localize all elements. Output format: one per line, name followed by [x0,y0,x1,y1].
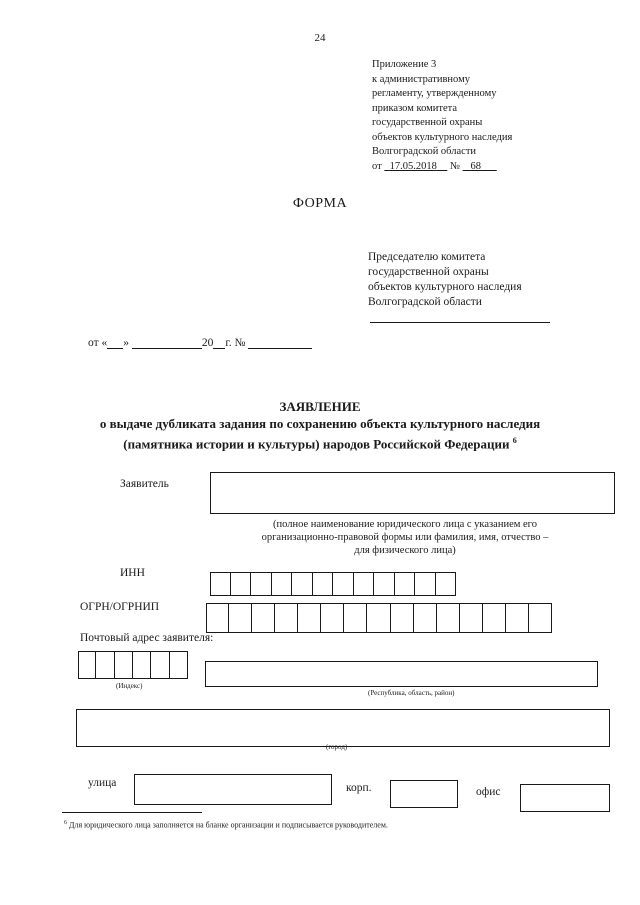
year-prefix: 20 [201,337,214,349]
page-number: 24 [314,32,326,44]
inn-digit-cell[interactable] [354,572,375,596]
caption-line: организационно-правовой формы или фамилия, имя, отчество – [261,532,549,543]
applicant-field[interactable] [210,472,615,514]
ogrn-digit-cell[interactable] [483,603,506,633]
ogrn-digit-cell[interactable] [321,603,344,633]
application-date-line [88,336,312,349]
inn-digit-cell[interactable] [272,572,293,596]
ogrn-digit-cell[interactable] [367,603,390,633]
ogrn-label: ОГРН/ОГРНИП [80,601,160,613]
footnote-text: Для юридического лица заполняется на бланке организации и подписывается руководителем. [69,820,388,830]
ogrn-digit-cell[interactable] [298,603,321,633]
ogrn-digit-cell[interactable] [460,603,483,633]
number-label: г. № [225,337,246,349]
applicant-caption [232,518,578,557]
month-field[interactable] [132,336,202,349]
ogrn-digit-cell[interactable] [391,603,414,633]
annex-line: регламенту, утвержденному [372,88,497,99]
ogrn-digit-cell[interactable] [344,603,367,633]
annex-line: приказом комитета [372,102,458,114]
inn-digit-cell[interactable] [415,572,436,596]
day-field[interactable] [107,336,123,349]
ogrn-digit-cell[interactable] [206,603,229,633]
caption-line: для физического лица) [354,545,456,556]
annex-block [372,58,602,174]
postal-index-caption: (Индекс) [116,682,143,690]
postal-index-digit-cell[interactable] [133,651,151,679]
building-label: корп. [346,782,372,794]
postal-index-digit-cell[interactable] [78,651,96,679]
annex-line: Приложение 3 [372,59,437,70]
title-line: ЗАЯВЛЕНИЕ [279,399,361,414]
footnote [64,820,388,830]
annex-line: Волгоградской области [372,146,477,157]
inn-digit-cell[interactable] [292,572,313,596]
addressee-line: Волгоградской области [368,296,482,308]
ogrn-digit-cell[interactable] [437,603,460,633]
postal-index-field[interactable] [78,651,188,679]
footnote-separator [62,812,202,813]
office-label: офис [476,786,501,798]
postal-index-digit-cell[interactable] [151,651,169,679]
inn-digit-cell[interactable] [395,572,416,596]
annex-from-label: от [372,160,382,172]
inn-digit-cell[interactable] [374,572,395,596]
postal-index-digit-cell[interactable] [115,651,133,679]
addressee-block [368,250,522,310]
caption-line: (полное наименование юридического лица с указанием его [273,519,537,530]
form-heading: ФОРМА [292,196,348,211]
annex-line: к административному [372,73,470,85]
footnote-number: 6 [64,820,67,826]
city-caption: (город) [326,743,348,751]
inn-digit-cell[interactable] [313,572,334,596]
annex-line: объектов культурного наследия [372,131,513,143]
inn-digit-cell[interactable] [436,572,457,596]
postal-index-digit-cell[interactable] [170,651,188,679]
ogrn-digit-cell[interactable] [229,603,252,633]
number-field[interactable] [248,336,312,349]
postal-index-digit-cell[interactable] [96,651,114,679]
year-field[interactable] [213,336,225,349]
region-field[interactable] [205,661,598,687]
date-quote: » [123,337,129,349]
inn-digit-cell[interactable] [210,572,231,596]
annex-number-sign: № [449,160,460,172]
date-from-label: от « [88,337,108,349]
postal-address-label: Почтовый адрес заявителя: [80,632,214,644]
annex-date-line [372,160,602,175]
region-caption: (Республика, область, район) [368,689,455,697]
addressee-signature-line[interactable] [370,322,550,323]
ogrn-digit-cell[interactable] [252,603,275,633]
building-field[interactable] [390,780,458,808]
inn-digit-cell[interactable] [251,572,272,596]
ogrn-digit-cell[interactable] [414,603,437,633]
annex-date: 17.05.2018 [389,160,437,172]
title-line: о выдаче дубликата задания по сохранению объекта культурного наследия [99,416,541,431]
addressee-line: объектов культурного наследия [368,281,522,293]
ogrn-digit-cell[interactable] [529,603,552,633]
applicant-label: Заявитель [120,478,169,490]
annex-line: государственной охраны [372,117,483,128]
city-field[interactable] [76,709,610,747]
office-field[interactable] [520,784,610,812]
title-line: (памятника истории и культуры) народов Российской Федерации $^6$ [123,436,517,452]
inn-label: ИНН [120,567,145,579]
ogrn-digit-cell[interactable] [275,603,298,633]
inn-digit-cell[interactable] [231,572,252,596]
addressee-line: Председателю комитета [368,251,486,263]
addressee-line: государственной охраны [368,266,489,278]
footnote-ref: 6 [512,436,517,445]
annex-number: 68 [470,160,481,172]
ogrn-digit-cell[interactable] [506,603,529,633]
street-field[interactable] [134,774,332,805]
street-label: улица [88,777,117,789]
inn-field[interactable] [210,572,456,596]
inn-digit-cell[interactable] [333,572,354,596]
application-title [0,398,640,452]
ogrn-field[interactable] [206,603,552,633]
